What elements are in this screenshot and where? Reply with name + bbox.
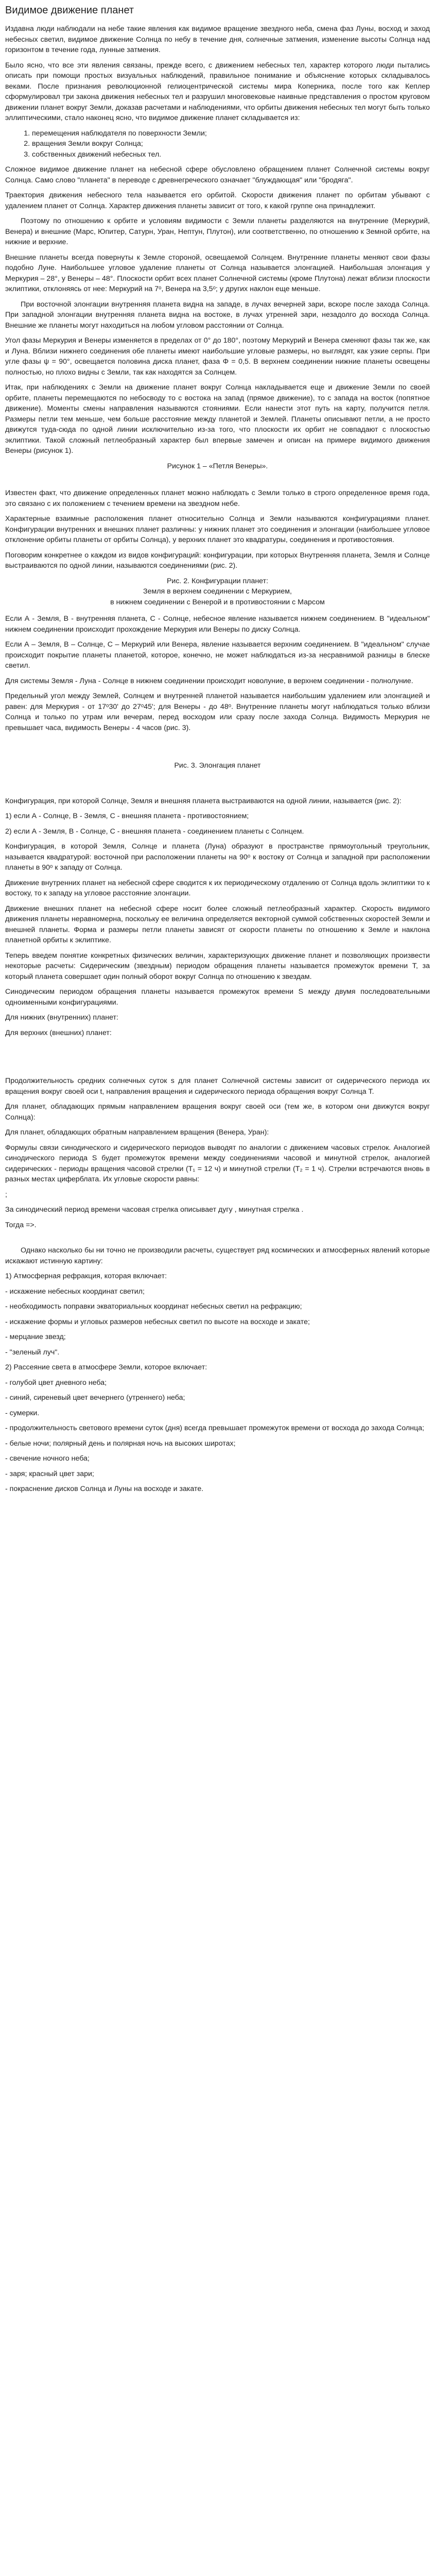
paragraph: Продолжительность средних солнечных суток s для планет Солнечной системы зависит от сидерического периода их вращения вокруг своей оси t, направления вращения и сидерического периода обращения вокруг Солнца T. <box>5 1077 430 1096</box>
paragraph-intro: Издавна люди наблюдали на небе такие явления как видимое вращение звездного неба, смена фаз Луны, восход и заход небесных светил, видимое движение Солнца по небу в течение дня, солнечные затмения, изменение высоты Солнца над горизонтом в течение года, лунные затмения. <box>5 25 430 54</box>
paragraph: 1) Атмосферная рефракция, которая включает: <box>5 1272 167 1280</box>
paragraph: ; <box>5 1190 7 1199</box>
page-title: Видимое движение планет <box>5 5 134 16</box>
list-item: 1. перемещения наблюдателя по поверхности Земли; <box>32 128 430 139</box>
paragraph: Формулы связи синодического и сидерического периодов выводят по аналогии с движением часовых стрелок. Аналогией синодического периода S будет промежуток времени между соединениями часовой и минутной стрелок, аналогией сидерических - периоды вращения часовой стрелки (T₁ = 12 ч) и минутной стрелки (T₂ = 1 ч). Стрелки встречаются вновь в разных местах циферблата. Их угловые скорости равны: <box>5 1143 430 1183</box>
caption-line: в нижнем соединении с Венерой и в противостоянии с Марсом <box>110 598 325 606</box>
paragraph: 1) если А - Солнце, В - Земля, С - внешняя планета - противостоянием; <box>5 812 249 820</box>
paragraph: Движение внутренних планет на небесной сфере сводится к их периодическому отдалению от Солнца вдоль эклиптики то к востоку, то к западу на угловое расстояние элонгации. <box>5 878 430 897</box>
list-item: - продолжительность светового времени суток (дня) всегда превышает промежуток времени от восхода до захода Солнца; <box>5 1424 425 1432</box>
list-item: - покраснение дисков Солнца и Луны на восходе и закате. <box>5 1485 204 1493</box>
figure-3-spacer <box>5 777 430 796</box>
list-item: - синий, сиреневый цвет вечернего (утреннего) неба; <box>5 1394 185 1402</box>
list-item: 2. вращения Земли вокруг Солнца; <box>32 139 430 149</box>
paragraph: Конфигурация, в которой Земля, Солнце и планета (Луна) образуют в пространстве прямоугольный треугольник, называется квадратурой: восточной при расположении планеты на 90ᵒ к востоку от Солнца и западной при расположении планеты в 90ᵒ к западу от Солнца. <box>5 842 430 872</box>
list-item: - "зеленый луч". <box>5 1348 60 1357</box>
list-item: - голубой цвет дневного неба; <box>5 1378 107 1387</box>
list-item: - искажение небесных координат светил; <box>5 1287 145 1296</box>
list-item: 3. собственных движений небесных тел. <box>32 149 430 160</box>
paragraph: Для верхних (внешних) планет: <box>5 1028 112 1037</box>
paragraph: 2) если А - Земля, В - Солнце, С - внешняя планета - соединением планеты с Солнцем. <box>5 827 304 836</box>
paragraph: Предельный угол между Землей, Солнцем и внутренней планетой называется наибольшим удалением или элонгацией и равен: для Меркурия - от 17ᵒ30' до 27ᵒ45'; для Венеры - до 48ᵒ. Внутренние планеты могут наблюдаться только вблизи Солнца и только по утрам или вечерам, перед восходом или сразу после захода Солнца. Видимость Меркурия не превышает часа, видимость Венеры - 4 часов (рис. 3). <box>5 692 430 732</box>
paragraph: Для системы Земля - Луна - Солнце в нижнем соединении происходит новолуние, в верхнем соединении - полнолуние. <box>5 676 413 685</box>
list-item: - белые ночи; полярный день и полярная ночь на высоких широтах; <box>5 1439 236 1448</box>
figure-1-caption: Рисунок 1 – «Петля Венеры». <box>167 462 268 470</box>
paragraph: 2) Рассеяние света в атмосфере Земли, которое включает: <box>5 1363 207 1371</box>
paragraph: Известен факт, что движение определенных планет можно наблюдать с Земли только в строго определенное время года, это связано с их положением с течением времени на звездном небе. <box>5 489 430 508</box>
paragraph: За синодический период времени часовая стрелка описывает дугу , минутная стрелка . <box>5 1206 304 1214</box>
paragraph: Внешние планеты всегда повернуты к Земле стороной, освещаемой Солнцем. Внутренние планеты меняют свои фазы подобно Луне. Наибольшее угловое удаление планеты от Солнца называется элонгацией. Наибольшая элонгация у Меркурия – 28°, у Венеры – 48°. Плоскости орбит всех планет Солнечной системы (кроме Плутона) лежат вблизи плоскости эклиптики, отклоняясь от нее: Меркурий на 7ᵒ, Венера на 3,5ᵒ; у других наклон еще меньше. <box>5 253 430 293</box>
paragraph: Поэтому по отношению к орбите и условиям видимости с Земли планеты разделяются на внутренние (Меркурий, Венера) и внешние (Марс, Юпитер, Сатурн, Уран, Нептун, Плутон), или соответственно, по отношению к Земной орбите, на нижние и верхние. <box>5 217 430 246</box>
paragraph: Итак, при наблюдениях с Земли на движение планет вокруг Солнца накладывается еще и движение Земли по своей орбите, планеты перемещаются по небосводу то с востока на запад (прямое движение), то с запада на восток (попятное движение). Моменты смены направления называются стояниями. Если нанести этот путь на карту, получится петля. Размеры петли тем меньше, чем больше расстояние между планетой и Землей. Планеты описывают петли, а не просто движутся туда-сюда по одной линии исключительно из-за того, что плоскости их орбит не совпадают с плоскостью эклиптики. Такой сложный петлеобразный характер был впервые замечен и описан на примере видимого движения Венеры (рисунок 1). <box>5 383 430 455</box>
list-item: - искажение формы и угловых размеров небесных светил по высоте на восходе и закате; <box>5 1317 310 1326</box>
formula-placeholder <box>5 1043 430 1076</box>
formula-spacer <box>5 1235 430 1245</box>
paragraph: Для нижних (внутренних) планет: <box>5 1013 118 1022</box>
list-item: - сумерки. <box>5 1409 40 1417</box>
figure-2-caption <box>5 576 430 608</box>
list-item: - необходимость поправки экваториальных координат небесных светил на рефракцию; <box>5 1302 302 1311</box>
caption-line: Земля в верхнем соединении с Меркурием, <box>143 587 292 596</box>
list-item: - мерцание звезд; <box>5 1333 66 1341</box>
paragraph: Траектория движения небесного тела называется его орбитой. Скорости движения планет по орбитам убывают с удалением планет от Солнца. Характер движения планеты зависит от того, к какой группе она принадлежит. <box>5 191 430 210</box>
paragraph: Угол фазы Меркурия и Венеры изменяется в пределах от 0° до 180°, поэтому Меркурий и Венера сменяют фазы так же, как и Луна. Вблизи нижнего соединения обе планеты имеют наибольшие угловые размеры, но выглядят, как узкие серпы. При угле фазы ψ = 90°, освещается половина диска планет, фаза Φ = 0,5. В верхнем соединении нижние планеты освещены полностью, но плохо видны с Земли, так как находятся за Солнцем. <box>5 336 430 377</box>
paragraph: Однако насколько бы ни точно не производили расчеты, существует ряд космических и атмосферных явлений которые искажают истинную картину: <box>5 1246 430 1265</box>
figure-3-caption: Рис. 3. Элонгация планет <box>174 761 261 770</box>
paragraph: Сложное видимое движение планет на небесной сфере обусловлено обращением планет Солнечной системы вокруг Солнца. Само слово "планета" в переводе с древнегреческого означает "блуждающая" или "бродяга". <box>5 165 430 184</box>
list-item: - свечение ночного неба; <box>5 1454 90 1463</box>
figure-1-placeholder <box>5 478 430 488</box>
paragraph: При восточной элонгации внутренняя планета видна на западе, в лучах вечерней зари, вскоре после захода Солнца. При западной элонгации внутренняя планета видна на востоке, в лучах утренней зари, незадолго до восхода Солнца. Внешние же планеты могут находиться на любом угловом расстоянии от Солнца. <box>5 300 430 330</box>
paragraph: Поговорим конкретнее о каждом из видов конфигураций: конфигурации, при которых Внутренняя планета, Земля и Солнце выстраиваются по одной линии, называются соединениями (рис. 2). <box>5 551 430 570</box>
paragraph: Для планет, обладающих прямым направлением вращения вокруг своей оси (тем же, в котором они движутся вокруг Солнца): <box>5 1103 430 1122</box>
paragraph: Синодическим периодом обращения планеты называется промежуток времени S между двумя последовательными одноименными конфигурациями. <box>5 988 430 1007</box>
paragraph: Если А - Земля, В - внутренняя планета, С - Солнце, небесное явление называется нижнем соединением. В "идеальном" нижнем соединении происходит прохождение Меркурия или Венеры по диску Солнца. <box>5 615 430 634</box>
list-item: - заря; красный цвет зари; <box>5 1469 94 1478</box>
paragraph: Конфигурация, при которой Солнце, Земля и внешняя планета выстраиваются на одной линии, называется (рис. 2): <box>5 796 402 805</box>
paragraph-kepler: Было ясно, что все эти явления связаны, прежде всего, с движением небесных тел, характер которого люди пытались описать при помощи простых визуальных наблюдений, правильное понимание и объяснение которых складывалось веками. После признания революционной гелиоцентрической системы мира Коперника, после того как Кеплер сформулировал три закона движения небесных тел и разрушил многовековые наивные представления о простом круговом движении планет вокруг Земли, доказав расчетами и наблюдениями, что орбиты движения небесных тел могут быть только эллиптическими, стало наконец ясно, что видимое движение планет складывается из: <box>5 61 430 122</box>
paragraph: Характерные взаимные расположения планет относительно Солнца и Земли называются конфигурациями планет. Конфигурации внутренних и внешних планет различны: у нижних планет это соединения и элонгации (наибольшее угловое отклонение орбиты планеты от орбиты Солнца), у верхних планет это квадратуры, соединения и противостояния. <box>5 515 430 544</box>
paragraph: Если А – Земля, В – Солнце, С – Меркурий или Венера, явление называется верхним соединением. В "идеальном" случае происходит покрытие планеты планетой, которое, конечно, не может наблюдаться из-за несравнимой разницы в блеске светил. <box>5 640 430 670</box>
paragraph: Теперь введем понятие конкретных физических величин, характеризующих движение планет и позволяющих произвести некоторые расчеты: Сидерическим (звездным) периодом обращения планеты называется промежуток времени T, за который планета совершает один полный оборот вокруг Солнца по отношению к звездам. <box>5 951 430 981</box>
paragraph: Тогда =>. <box>5 1221 37 1229</box>
motion-components-list <box>5 128 430 160</box>
paragraph: Для планет, обладающих обратным направлением вращения (Венера, Уран): <box>5 1128 269 1137</box>
paragraph: Движение внешних планет на небесной сфере носит более сложный петлеобразный характер. Скорость видимого движения планеты неравномерна, поскольку ее величина определяется векторной суммой собственных скоростей Земли и внешней планеты. Форма и размеры петли планеты зависят от скорости планеты по отношению к Земле и наклона планетной орбиты к эклиптике. <box>5 904 430 944</box>
caption-line: Рис. 2. Конфигурации планет: <box>166 577 269 585</box>
figure-3-placeholder <box>5 738 430 756</box>
